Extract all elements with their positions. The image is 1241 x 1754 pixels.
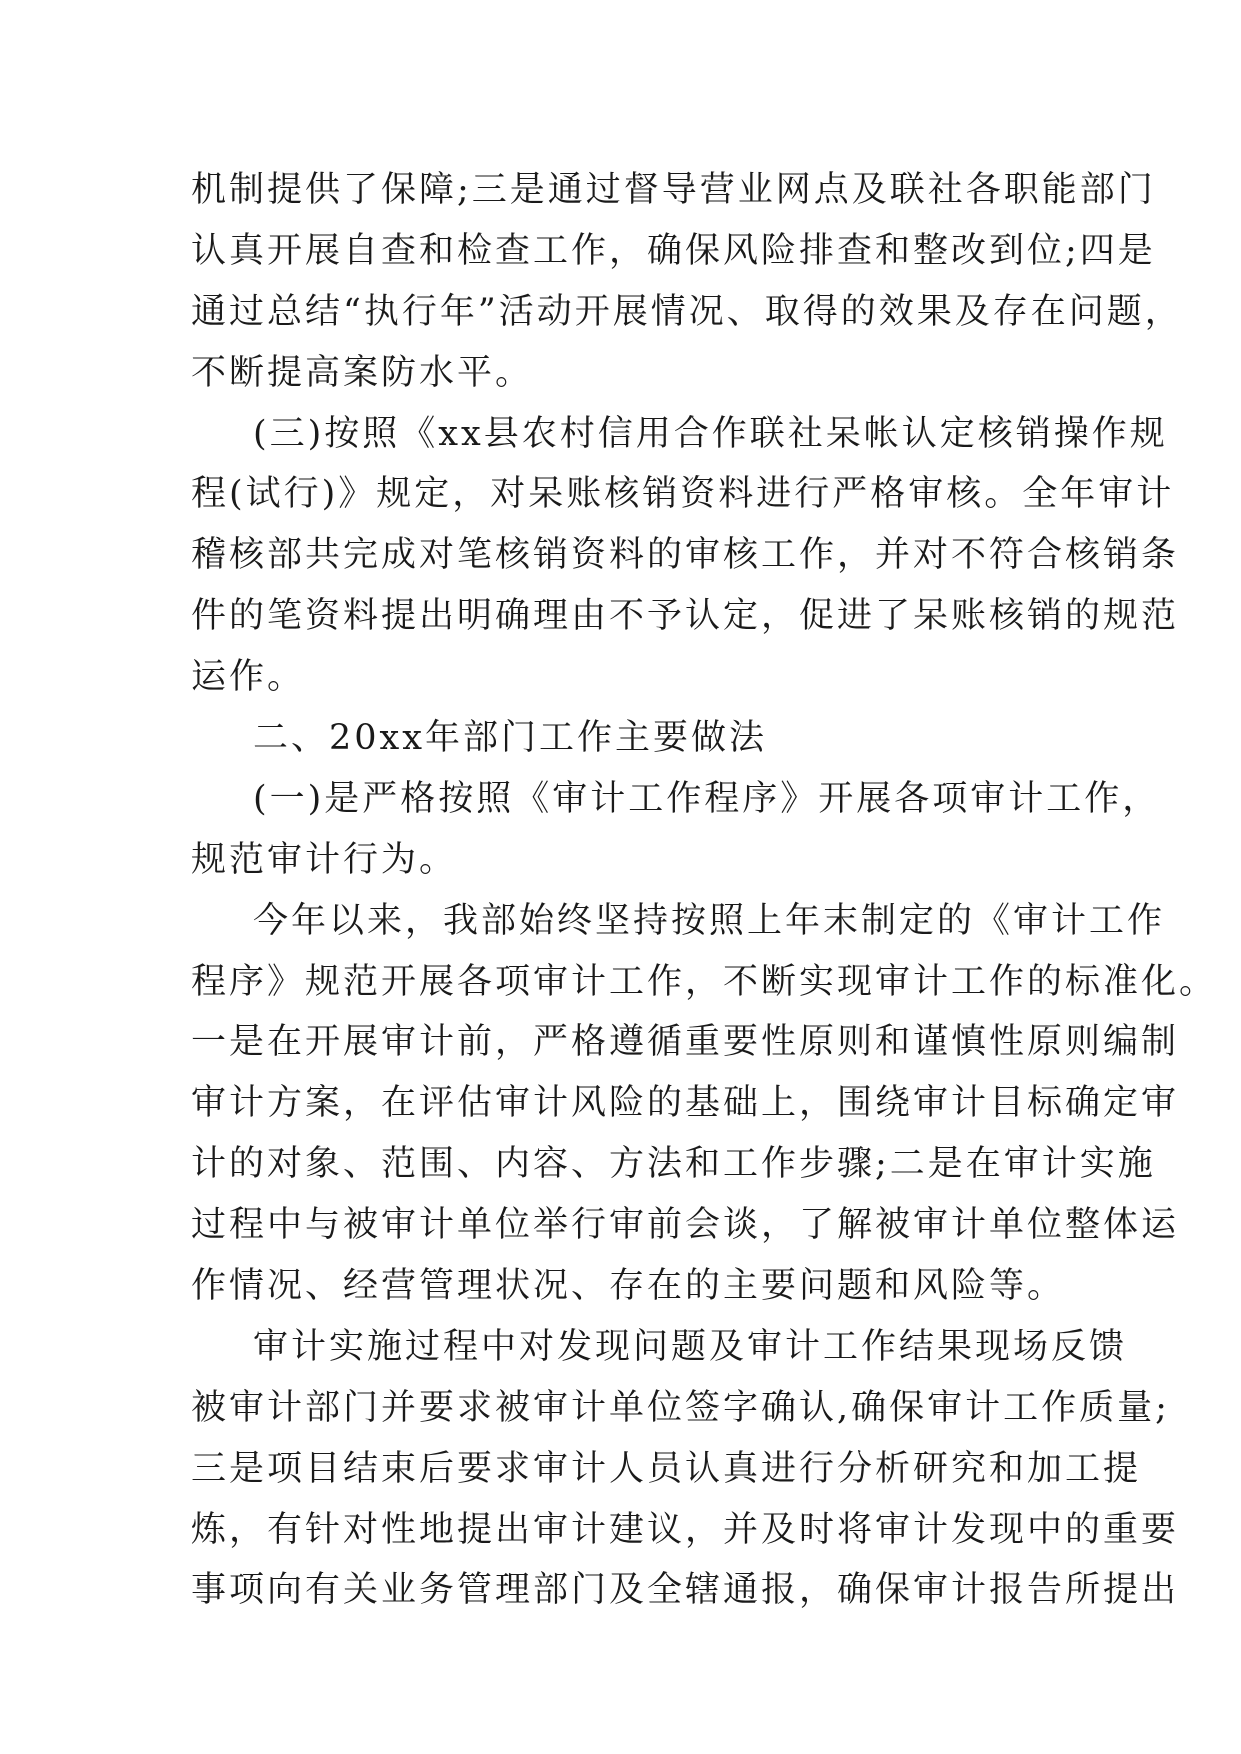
text-line: 通过总结“执行年”活动开展情况、取得的效果及存在问题， [191,291,1183,332]
text-line: 过程中与被审计单位举行审前会谈，了解被审计单位整体运 [191,1205,1180,1246]
text-line: 机制提供了保障;三是通过督导营业网点及联社各职能部门 [191,170,1156,210]
text-line: 被审计部门并要求被审计单位签字确认,确保审计工作质量; [191,1387,1170,1428]
text-line: 程序》规范开展各项审计工作，不断实现审计工作的标准化。 [191,961,1218,1002]
text-line: 今年以来，我部始终坚持按照上年末制定的《审计工作 [253,900,1166,941]
text-line: (三)按照《xx县农村信用合作联社呆帐认定核销操作规 [253,413,1168,454]
text-line: 作情况、经营管理状况、存在的主要问题和风险等。 [191,1266,1066,1307]
text-line: (一)是严格按照《审计工作程序》开展各项审计工作， [253,778,1161,819]
text-line: 规范审计行为。 [191,839,458,880]
text-line: 程(试行)》规定，对呆账核销资料进行严格审核。全年审计 [191,474,1175,515]
section-heading: 二、20xx年部门工作主要做法 [253,718,768,759]
text-line: 运作。 [191,657,306,698]
document-body [191,160,1218,1621]
text-line: 认真开展自查和检查工作，确保风险排查和整改到位;四是 [191,230,1156,271]
text-line: 事项向有关业务管理部门及全辖通报，确保审计报告所提出 [191,1570,1180,1611]
text-line: 件的笔资料提出明确理由不予认定，促进了呆账核销的规范 [191,596,1180,637]
text-line: 不断提高案防水平。 [191,352,534,393]
text-line: 计的对象、范围、内容、方法和工作步骤;二是在审计实施 [191,1144,1156,1185]
text-line: 审计实施过程中对发现问题及审计工作结果现场反馈 [253,1326,1128,1367]
text-line: 三是项目结束后要求审计人员认真进行分析研究和加工提 [191,1448,1142,1489]
text-line: 炼，有针对性地提出审计建议，并及时将审计发现中的重要 [191,1509,1180,1550]
text-line: 审计方案，在评估审计风险的基础上，围绕审计目标确定审 [191,1083,1180,1124]
text-line: 一是在开展审计前，严格遵循重要性原则和谨慎性原则编制 [191,1022,1180,1063]
text-line: 稽核部共完成对笔核销资料的审核工作，并对不符合核销条 [191,535,1180,576]
